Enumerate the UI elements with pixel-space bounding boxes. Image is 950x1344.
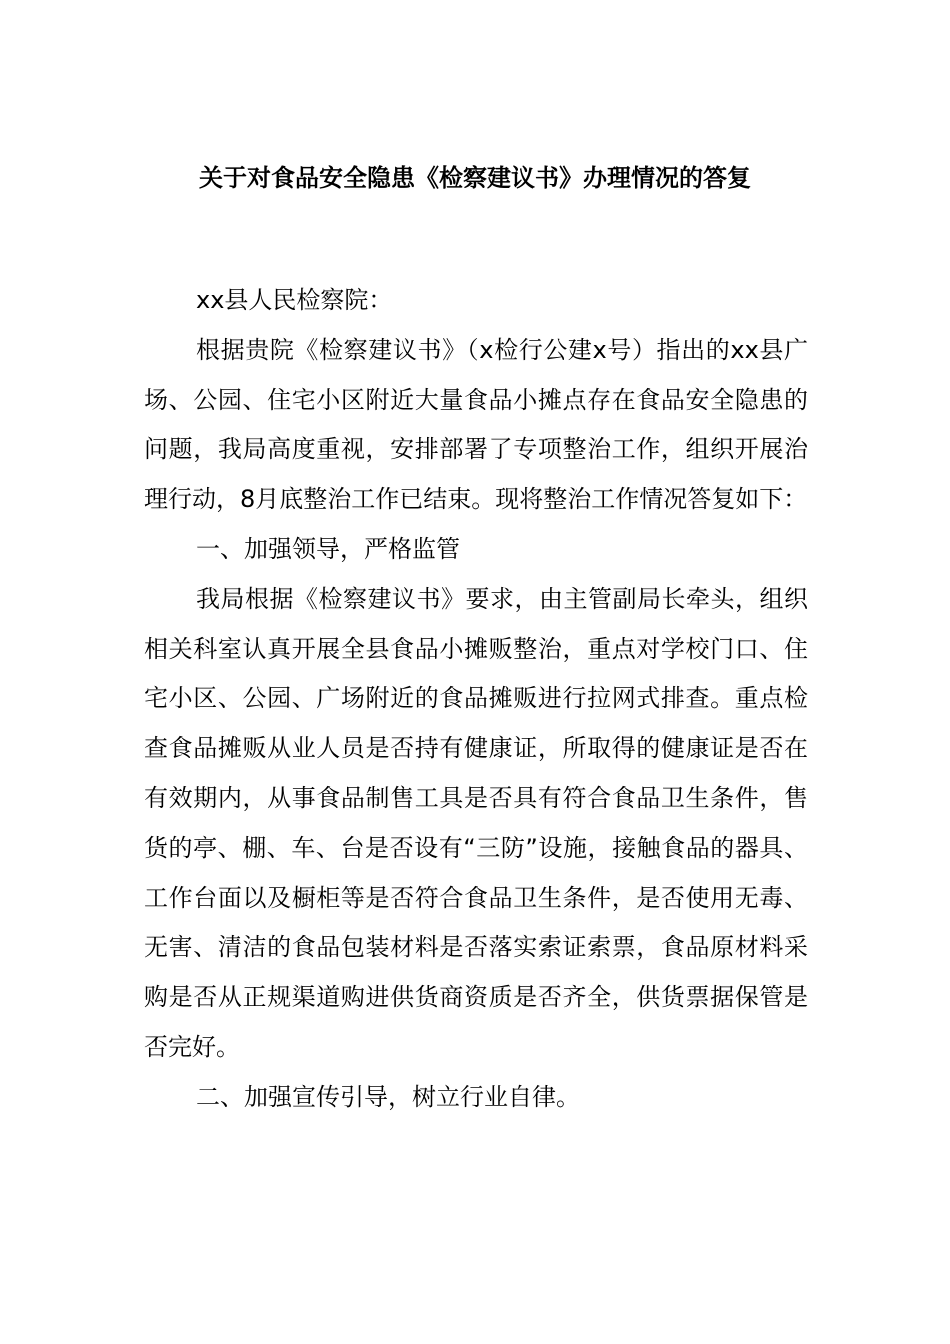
- section-heading-2: 二、加强宣传引导，树立行业自律。: [196, 1082, 580, 1111]
- document-title: 关于对食品安全隐患《检察建议书》办理情况的答复: [199, 164, 751, 192]
- paragraph-section-1: 我局根据《检察建议书》要求，由主管副局长牵头，组织相关科室认真开展全县食品小摊贩整治，重点对学校门口、住宅小区、公园、广场附近的食品摊贩进行拉网式排查。重点检查食品摊贩从业人员是否持有健康证，所取得的健康证是否在有效期内，从事食品制售工具是否具有符合食品卫生条件，售货的亭、棚、车、台是否设有“三防”设施，接触食品的器具、工作台面以及橱柜等是否符合食品卫生条件，是否使用无毒、无害、清洁的食品包装材料是否落实索证索票，食品原材料采购是否从正规渠道购进供货商资质是否齐全，供货票据保管是否完好。: [144, 584, 808, 1061]
- salutation: xx县人民检察院：: [196, 286, 393, 314]
- section-heading-1: 一、加强领导，严格监管: [196, 534, 460, 563]
- document-body: [144, 276, 808, 1123]
- paragraph-intro: 根据贵院《检察建议书》（x检行公建x号）指出的xx县广场、公园、住宅小区附近大量食品小摊点存在食品安全隐患的问题，我局高度重视，安排部署了专项整治工作，组织开展治理行动，8月底整治工作已结束。现将整治工作情况答复如下：: [144, 335, 808, 514]
